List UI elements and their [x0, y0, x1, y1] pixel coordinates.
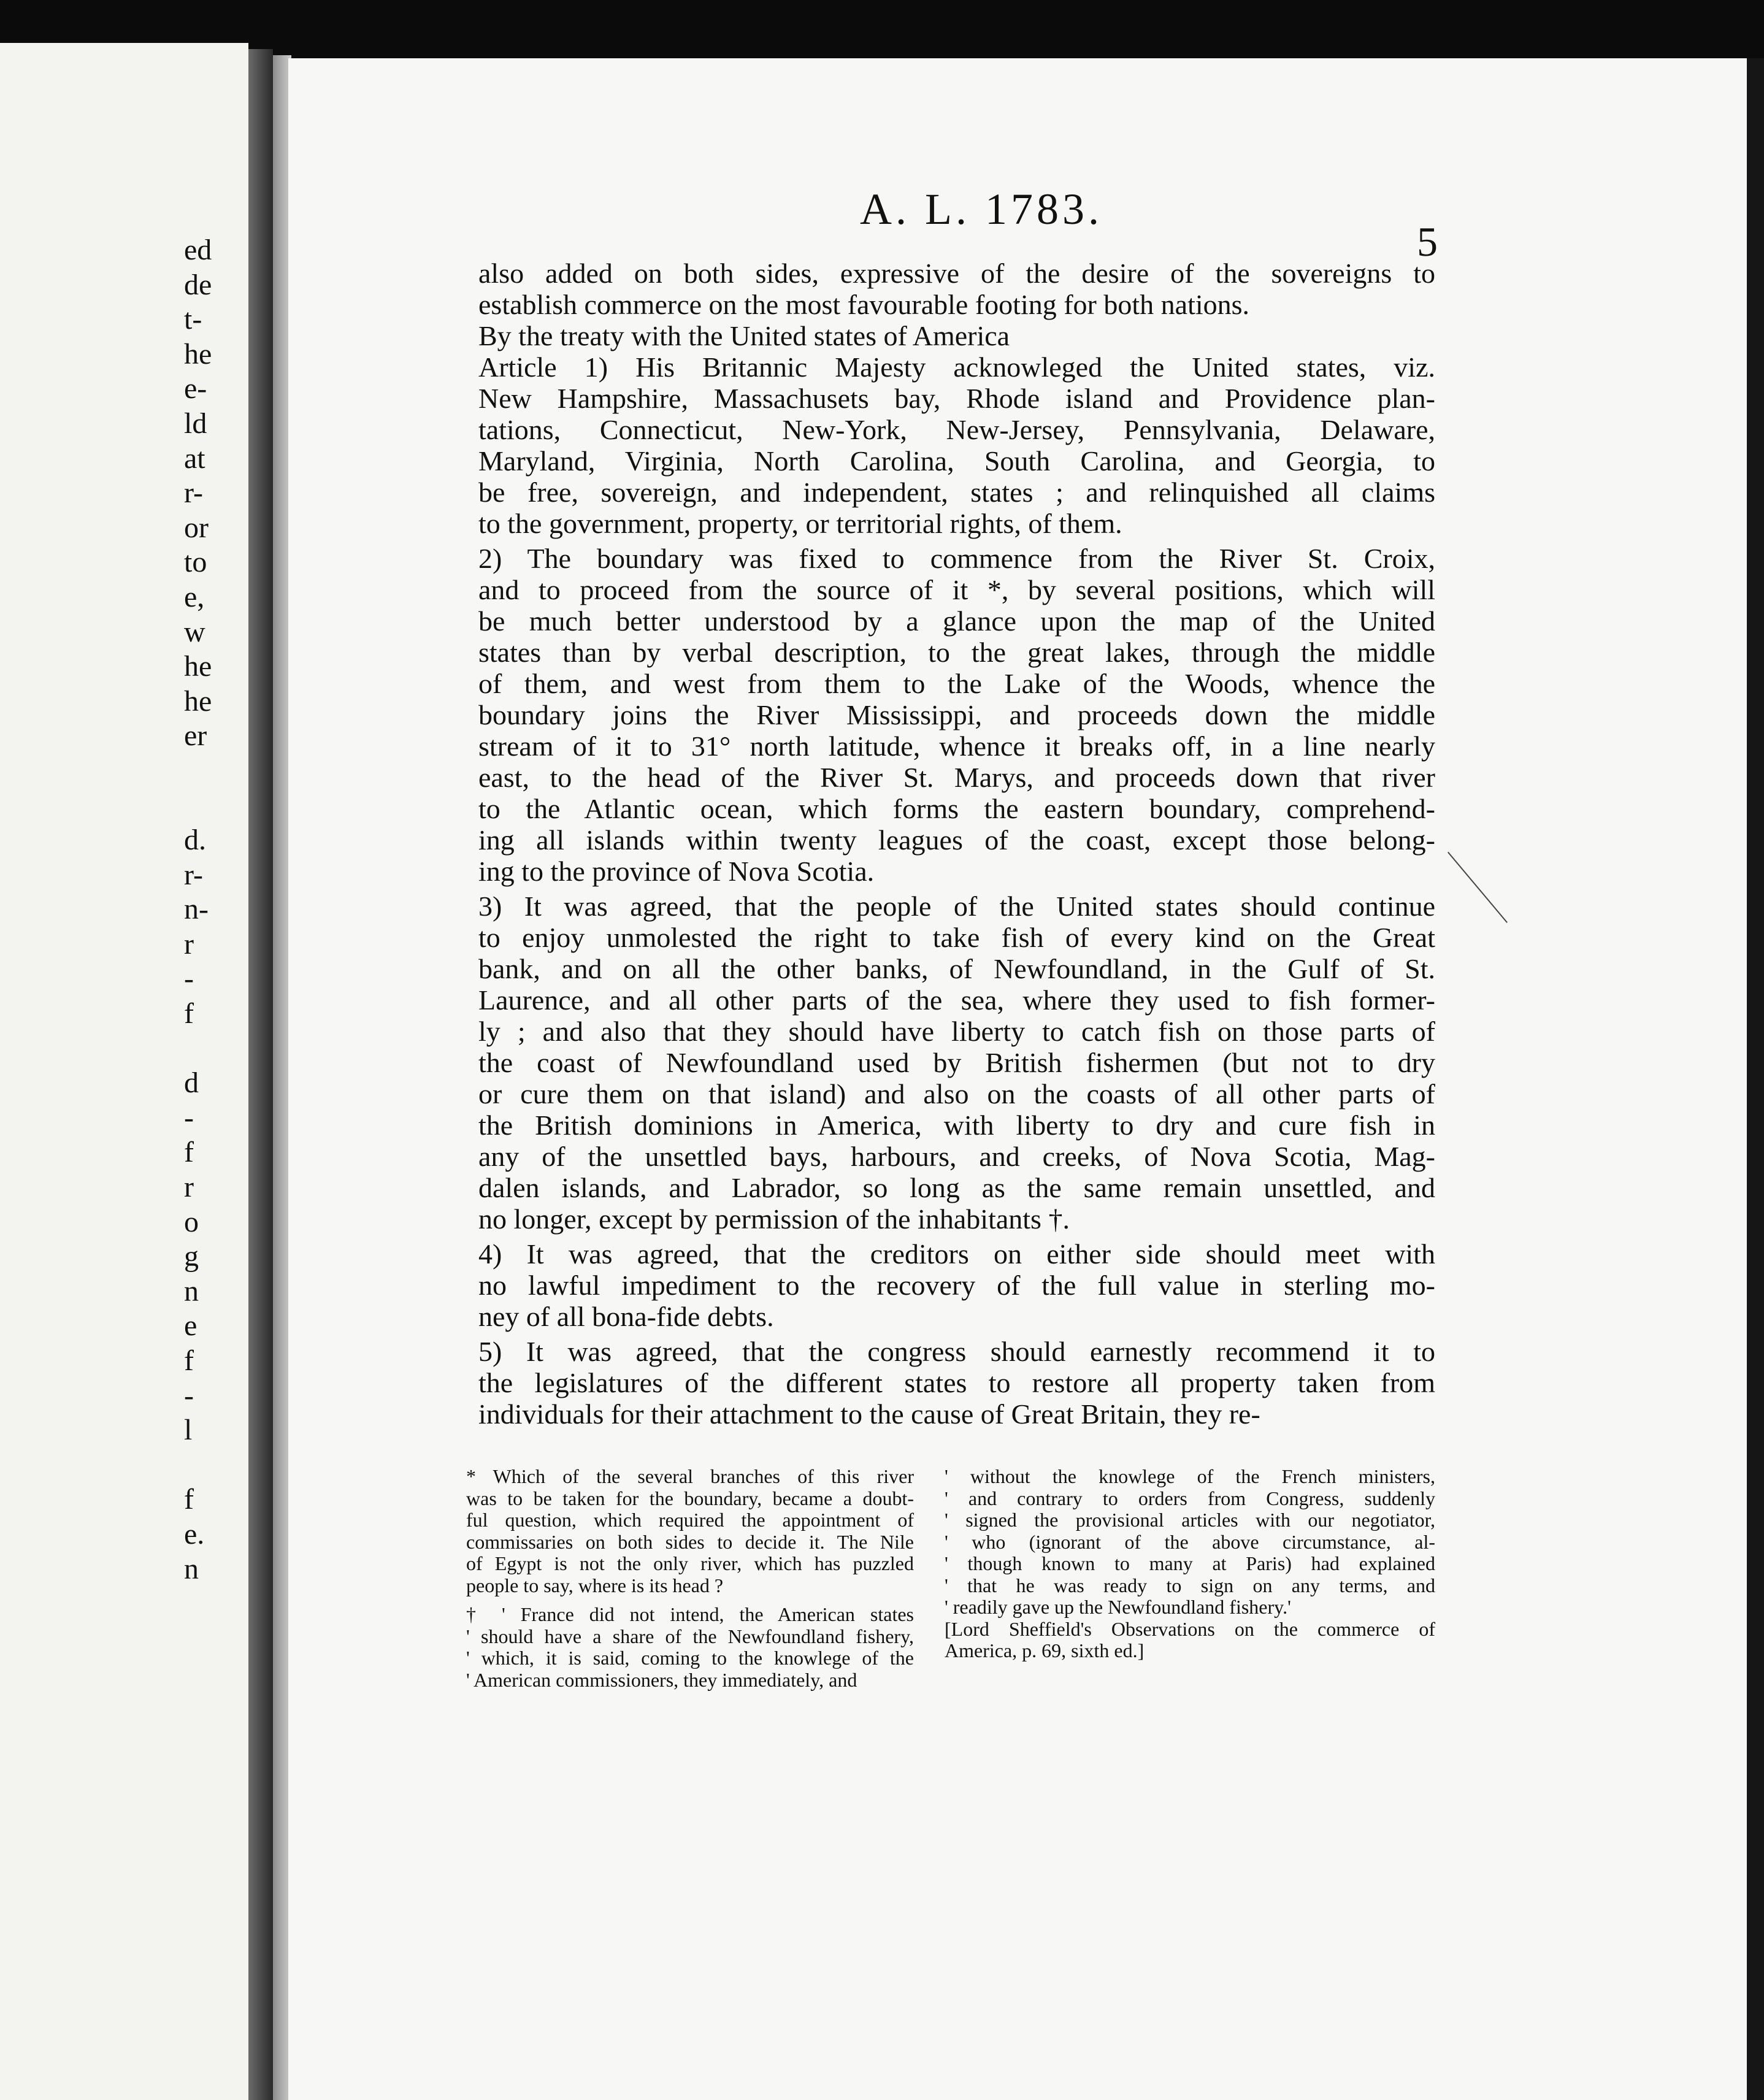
- text-line: By the treaty with the United states of America: [478, 320, 1010, 351]
- left-page-fragment: e,: [184, 580, 205, 613]
- text-line: the coast of Newfoundland used by British fishermen (but not to dry: [478, 1047, 1435, 1078]
- text-line: dalen islands, and Labrador, so long as the same remain unsettled, and: [478, 1172, 1435, 1203]
- left-page-fragment: w: [184, 615, 205, 648]
- left-page-fragment: e.: [184, 1517, 205, 1550]
- left-page-fragment: [184, 789, 248, 824]
- left-page-fragment: d: [184, 1067, 199, 1100]
- footnote-line: * Which of the several branches of this river: [466, 1465, 914, 1487]
- running-head: A. L. 1783.: [860, 185, 1103, 234]
- left-page-fragment: er: [184, 719, 207, 753]
- text-line: or cure them on that island) and also on the coasts of all other parts of: [478, 1078, 1435, 1109]
- left-page-fragment: ed: [184, 234, 212, 266]
- footnote-line: ' and contrary to orders from Congress, suddenly: [945, 1487, 1435, 1509]
- footnote-line: America, p. 69, sixth ed.]: [945, 1639, 1145, 1661]
- text-line: tations, Connecticut, New-York, New-Jersey, Pennsylvania, Delaware,: [478, 414, 1435, 445]
- text-line: the legislatures of the different states to restore all property taken from: [478, 1367, 1435, 1398]
- left-page-fragment: to: [184, 546, 207, 579]
- text-line: bank, and on all the other banks, of Newfoundland, in the Gulf of St.: [478, 953, 1435, 984]
- text-line: the British dominions in America, with liberty to dry and cure fish in: [478, 1109, 1435, 1141]
- left-page-fragment: [184, 754, 248, 789]
- footnote-line: ' which, it is said, coming to the knowlege of the: [466, 1647, 914, 1669]
- footnote-line: commissaries on both sides to decide it. The Nile: [466, 1530, 914, 1553]
- text-line: stream of it to 31° north latitude, whence it breaks off, in a line nearly: [478, 730, 1435, 762]
- footnote-line: ful question, which required the appointment of: [466, 1509, 914, 1531]
- text-line: states than by verbal description, to the great lakes, through the middle: [478, 637, 1435, 668]
- left-page-fragment: e: [184, 1309, 197, 1343]
- text-line: east, to the head of the River St. Marys, and proceeds down that river: [478, 762, 1435, 793]
- text-line: 4) It was agreed, that the creditors on either side should meet with: [478, 1238, 1435, 1270]
- text-line: ly ; and also that they should have liberty to catch fish on those parts of: [478, 1016, 1435, 1047]
- left-page-fragment: de: [184, 268, 212, 301]
- text-line: Maryland, Virginia, North Carolina, South Carolina, and Georgia, to: [478, 445, 1435, 477]
- left-page-fragment: ld: [184, 407, 207, 440]
- left-page-fragment: f: [184, 1136, 194, 1169]
- left-page-fragment: f: [184, 997, 194, 1030]
- left-page-fragment: -: [184, 1101, 194, 1134]
- footnotes-right-column: [945, 1466, 1435, 1662]
- footnote-line: ' who (ignorant of the above circumstance, al-: [945, 1530, 1435, 1553]
- footnote-line: ' should have a share of the Newfoundland fishery,: [466, 1625, 914, 1647]
- gutter: [248, 49, 273, 2100]
- footnote-line: ' that he was ready to sign on any terms, and: [945, 1574, 1435, 1596]
- left-page-fragment: n-: [184, 893, 209, 926]
- left-page-fragment: he: [184, 337, 212, 370]
- text-line: 2) The boundary was fixed to commence from the River St. Croix,: [478, 543, 1435, 574]
- text-line: boundary joins the River Mississippi, and proceeds down the middle: [478, 699, 1435, 730]
- left-page-fragment: r: [184, 927, 194, 960]
- left-page-fragment: he: [184, 650, 212, 683]
- left-page-fragment: r: [184, 1171, 194, 1204]
- text-line: Article 1) His Britannic Majesty acknowleged the United states, viz.: [478, 351, 1435, 383]
- text-line: ing to the province of Nova Scotia.: [478, 856, 875, 887]
- left-page-fragment: e-: [184, 372, 207, 405]
- text-line: to enjoy unmolested the right to take fish of every kind on the Great: [478, 922, 1435, 953]
- left-page-fragment: r-: [184, 858, 204, 891]
- footnote-line: ' readily gave up the Newfoundland fishery.': [945, 1596, 1291, 1618]
- left-page-fragment: f: [184, 1344, 194, 1377]
- footnote-line: ' signed the provisional articles with our negotiator,: [945, 1509, 1435, 1531]
- text-line: establish commerce on the most favourable footing for both nations.: [478, 289, 1250, 320]
- footnote-line: ' though known to many at Paris) had explained: [945, 1552, 1435, 1574]
- text-line: to the Atlantic ocean, which forms the eastern boundary, comprehend-: [478, 793, 1435, 824]
- right-page-edge: [1747, 58, 1764, 2100]
- footnote-line: was to be taken for the boundary, became a doubt-: [466, 1487, 914, 1509]
- footnote-line: [Lord Sheffield's Observations on the commerce of: [945, 1617, 1435, 1640]
- text-line: no lawful impediment to the recovery of the full value in sterling mo-: [478, 1270, 1435, 1301]
- text-line: to the government, property, or territorial rights, of them.: [478, 508, 1122, 539]
- text-line: ing all islands within twenty leagues of the coast, except those belong-: [478, 824, 1435, 856]
- footnote-line: of Egypt is not the only river, which has puzzled: [466, 1552, 914, 1574]
- text-line: of them, and west from them to the Lake of the Woods, whence the: [478, 668, 1435, 699]
- left-page-text-fragments: [184, 233, 248, 1587]
- text-line: 5) It was agreed, that the congress should earnestly recommend it to: [478, 1336, 1435, 1367]
- text-line: Laurence, and all other parts of the sea, where they used to fish former-: [478, 984, 1435, 1016]
- left-page-fragment: n: [184, 1552, 199, 1585]
- body-text: [478, 258, 1435, 1430]
- text-line: be free, sovereign, and independent, states ; and relinquished all claims: [478, 477, 1435, 508]
- left-page-fragment: r-: [184, 477, 204, 510]
- left-page-fragment: -: [184, 962, 194, 995]
- left-page-fragment: o: [184, 1205, 199, 1238]
- left-page-fragment: he: [184, 684, 212, 718]
- left-page-fragment: l: [184, 1414, 193, 1447]
- footnote-line: ' American commissioners, they immediately, and: [466, 1668, 857, 1691]
- text-line: any of the unsettled bays, harbours, and creeks, of Nova Scotia, Mag-: [478, 1141, 1435, 1172]
- left-page-fragment: d.: [184, 824, 206, 857]
- left-page-fragment: n: [184, 1274, 199, 1308]
- text-line: be much better understood by a glance upon the map of the United: [478, 605, 1435, 637]
- footnotes-left-column: [466, 1466, 914, 1691]
- text-line: and to proceed from the source of it *, by several positions, which will: [478, 574, 1435, 605]
- page-number: 5: [1417, 218, 1438, 265]
- left-page-fragment: g: [184, 1240, 199, 1273]
- left-page-fragment: or: [184, 511, 209, 544]
- left-page-fragment: [184, 1448, 248, 1483]
- left-page-fragment: -: [184, 1379, 194, 1412]
- text-line: 3) It was agreed, that the people of the United states should continue: [478, 891, 1435, 922]
- footnote-line: ' without the knowlege of the French ministers,: [945, 1465, 1435, 1487]
- left-page-fragment: at: [184, 442, 205, 475]
- text-line: ney of all bona-fide debts.: [478, 1301, 774, 1332]
- left-page-fragment: f: [184, 1483, 194, 1516]
- left-page-fragment: t-: [184, 303, 202, 336]
- text-line: no longer, except by permission of the inhabitants †.: [478, 1203, 1070, 1235]
- text-line: individuals for their attachment to the cause of Great Britain, they re-: [478, 1398, 1260, 1430]
- left-page-fragment: [184, 1032, 248, 1067]
- footnote-line: † ' France did not intend, the American states: [466, 1603, 914, 1625]
- footnote-line: people to say, where is its head ?: [466, 1574, 724, 1596]
- text-line: also added on both sides, expressive of the desire of the sovereigns to: [478, 258, 1435, 289]
- text-line: New Hampshire, Massachusets bay, Rhode island and Providence plan-: [478, 383, 1435, 414]
